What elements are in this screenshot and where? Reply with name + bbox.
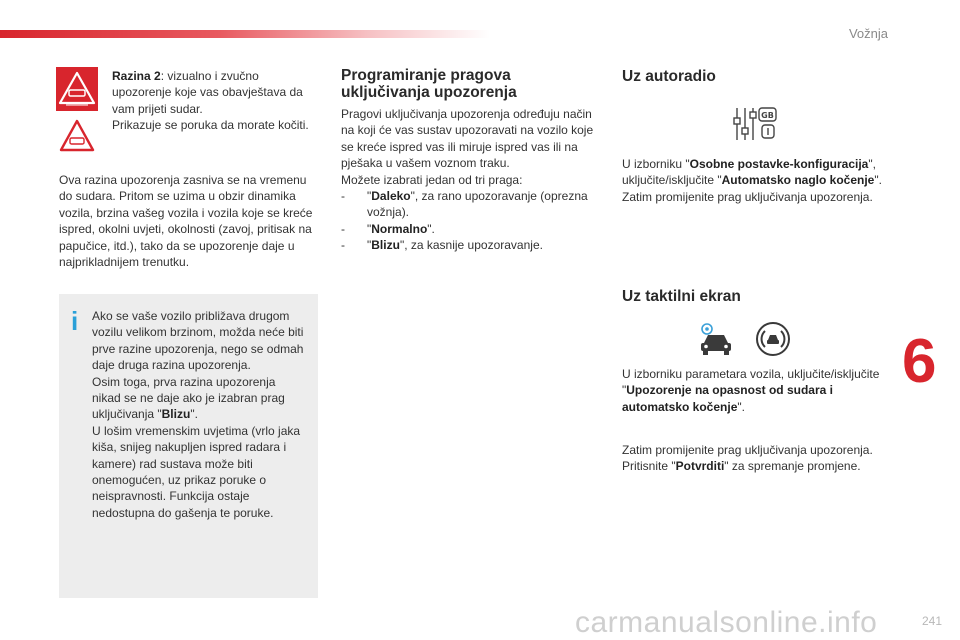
touchscreen-heading: Uz taktilni ekran <box>622 288 741 305</box>
settings-sliders-icon <box>732 106 778 142</box>
autoradio-menu-name: Osobne postavke-konfiguracija <box>689 157 869 171</box>
info-paragraph-1: Ako se vaše vozilo približava drugom vozilu velikom brzinom, možda neće biti prve razine upozorenja, nego se odmah daje druga razina upozorenja. <box>92 309 304 373</box>
middle-heading: Programiranje pragova uključivanja upozorenja <box>341 67 517 101</box>
autoradio-text: U izborniku "Osobne postavke-konfiguracija", uključite/isključite "Automatsko naglo kočenje". Zatim promijenite prag uključivanja upozorenja. <box>622 157 882 204</box>
page-number: 241 <box>921 614 942 628</box>
level2-line2: Prikazuje se poruka da morate kočiti. <box>112 118 309 133</box>
threshold-item: - "Daleko", za rano upozoravanje (oprezna vožnja). <box>341 189 588 220</box>
middle-choose: Možete izabrati jedan od tri praga: <box>341 172 523 187</box>
level2-description <box>112 68 316 134</box>
info-paragraph-3: U lošim vremenskim uvjetima (vrlo jaka kiša, snijeg nakupljen ispred radara i kamere) rad sustava može biti onemogućen, uz prikaz poruke o neispravnosti. Funkcija ostaje nedostupna do gašenja te poruke. <box>92 423 301 520</box>
middle-body <box>341 106 603 254</box>
section-title: Vožnja <box>848 26 888 41</box>
info-text <box>92 308 307 521</box>
autoradio-heading: Uz autoradio <box>622 68 716 85</box>
level2-text: : vizualno i zvučno upozorenje koje vas obavještava da vam prijeti sudar. <box>112 69 303 116</box>
info-box <box>59 294 318 598</box>
timing-paragraph: Ova razina upozorenja zasniva se na vremenu do sudara. Pritom se uzima u obzir dinamika vozila, brzina vašeg vozila i vozila koje se kreće ispred, okolni uvjeti, okolnosti (zavoj, pritisak na papučice, itd.), tako da se upozorenje daje u najprikladnijem trenutku. <box>59 173 313 270</box>
middle-intro: Pragovi uključivanja upozorenja određuju način na koji će vas sustav upozoravati na vozilo koje se kreće ispred vas ili miruje ispred vas ili na pješaka u vašem voznom traku. <box>341 107 594 171</box>
confirm-label: Potvrditi <box>675 459 725 474</box>
chapter-number: 6 <box>902 327 937 396</box>
threshold-list <box>341 188 603 254</box>
threshold-item: - "Normalno". <box>341 221 435 236</box>
header-accent-bar <box>0 30 490 38</box>
warning-triangle-red-icon <box>56 67 98 111</box>
info-paragraph-2: Osim toga, prva razina upozorenja nikad se ne daje ako je izabran prag uključivanja "Blizu". <box>92 374 285 422</box>
touchscreen-function-name: Upozorenje na opasnost od sudara i automatsko kočenje <box>622 383 833 414</box>
touchscreen-text: U izborniku parametara vozila, uključite/isključite "Upozorenje na opasnost od sudara i automatsko kočenje". <box>622 367 880 414</box>
autoradio-function-name: Automatsko naglo kočenje <box>721 173 875 188</box>
warning-triangle-outline-icon <box>58 118 96 154</box>
info-icon: i <box>71 306 79 336</box>
collision-warning-icon <box>755 321 791 357</box>
level2-label: Razina 2 <box>112 69 161 83</box>
threshold-item: - "Blizu", za kasnije upozoravanje. <box>341 238 543 253</box>
gb-label: GB <box>761 111 774 120</box>
vehicle-settings-icon <box>696 321 736 357</box>
watermark: carmanualsonline.info <box>575 606 878 639</box>
touchscreen-followup: Zatim promijenite prag uključivanja upozorenja. Pritisnite "Potvrditi" za spremanje promjene. <box>622 443 873 474</box>
